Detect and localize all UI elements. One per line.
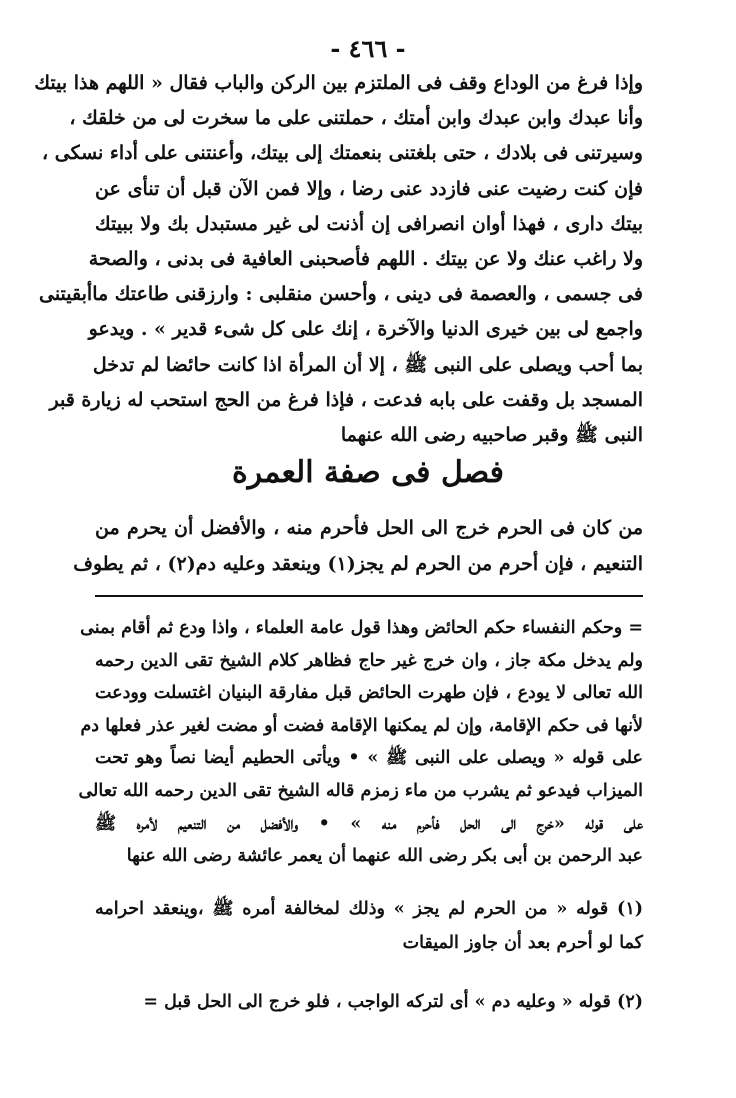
main-line: فى جسمى ، والعصمة فى دينى ، وأحسن منقلبى : وارزقنى طاعتك ماأبقيتنى xyxy=(38,283,643,306)
footnote-2-line: (٢) قوله « وعليه دم » أى لتركه الواجب ، فلو خرج الى الحل قبل = xyxy=(143,992,643,1012)
main-line: وسيرتنى فى بلادك ، حتى بلغتنى بنعمتك إلى بيتك، وأعنتنى على أداء نسكى ، xyxy=(42,142,643,165)
main-line: بيتك دارى ، فهذا أوان انصرافى إن أذنت لى غير مستبدل بك ولا ببيتك xyxy=(95,212,643,235)
main-paragraph xyxy=(34,66,643,453)
footnote-line: على قوله «خرج الى الحل فأحرم منه » • والأفضل من التنعيم لأمره ﷺ xyxy=(95,813,643,834)
footnote-line: لأنها فى حكم الإقامة، وإن لم يمكنها الإقامة فضت أو مضت لغير عذر فعلها دم xyxy=(80,715,643,736)
main-line: المسجد بل وقفت على بابه فدعت ، فإذا فرغ من الحج استحب له زيارة قبر xyxy=(49,388,643,411)
page-number: - ٤٦٦ - xyxy=(330,34,406,63)
main-line: وإذا فرغ من الوداع وقف فى الملتزم بين الركن والباب فقال « اللهم هذا بيتك xyxy=(34,72,643,94)
main-line: ولا راغب عنك ولا عن بيتك . اللهم فأصحبنى العافية فى بدنى ، والصحة xyxy=(88,248,643,271)
footnote-1-line: كما لو أحرم بعد أن جاوز الميقات xyxy=(402,933,643,953)
footnote-line: = وحكم النفساء حكم الحائض وهذا قول عامة العلماء ، واذا ودع ثم أقام بمنى xyxy=(80,618,643,638)
footnote-2 xyxy=(95,985,643,1019)
footnote-line: الله تعالى لا يودع ، فإن طهرت الحائض قبل مفارقة البنيان اغتسلت وودعت xyxy=(95,683,643,704)
section-paragraph xyxy=(73,510,643,582)
main-line: النبى ﷺ وقبر صاحبيه رضى الله عنهما xyxy=(340,424,643,447)
footnote-line: على قوله « ويصلى على النبى ﷺ » • ويأتى الحطيم أيضا نصاً وهو تحت xyxy=(95,748,643,769)
footnote-line: عبد الرحمن بن أبى بكر رضى الله عنهما أن يعمر عائشة رضى الله عنها xyxy=(126,846,643,867)
footnote-divider xyxy=(95,595,643,597)
main-line: وأنا عبدك وابن عبدك وابن أمتك ، حملتنى على ما سخرت لى من خلقك ، xyxy=(69,107,643,130)
section-heading: فصل فى صفة العمرة xyxy=(231,455,505,490)
section-line: من كان فى الحرم خرج الى الحل فأحرم منه ، والأفضل أن يحرم من xyxy=(95,517,643,539)
footnote-1 xyxy=(95,892,643,960)
main-line: فإن كنت رضيت عنى فازدد عنى رضا ، وإلا فمن الآن قبل أن تنأى عن xyxy=(95,177,643,200)
footnote-line: الميزاب فيدعو ثم يشرب من ماء زمزم قاله الشيخ تقى الدين رحمه الله تعالى xyxy=(78,780,643,801)
main-line: واجمع لى بين خيرى الدنيا والآخرة ، إنك على كل شىء قدير » . ويدعو xyxy=(88,318,643,341)
footnote-continuation xyxy=(78,612,643,873)
footnote-line: ولم يدخل مكة جاز ، وان خرج غير حاج فظاهر كلام الشيخ تقى الدين رحمه xyxy=(95,650,643,671)
section-line: التنعيم ، فإن أحرم من الحرم لم يجز(١) وينعقد وعليه دم(٢) ، ثم يطوف xyxy=(73,553,643,575)
main-line: بما أحب ويصلى على النبى ﷺ ، إلا أن المرأة اذا كانت حائضا لم تدخل xyxy=(92,353,643,376)
footnote-1-line: (١) قوله « من الحرم لم يجز » وذلك لمخالفة أمره ﷺ ،وينعقد احرامه xyxy=(95,899,643,919)
